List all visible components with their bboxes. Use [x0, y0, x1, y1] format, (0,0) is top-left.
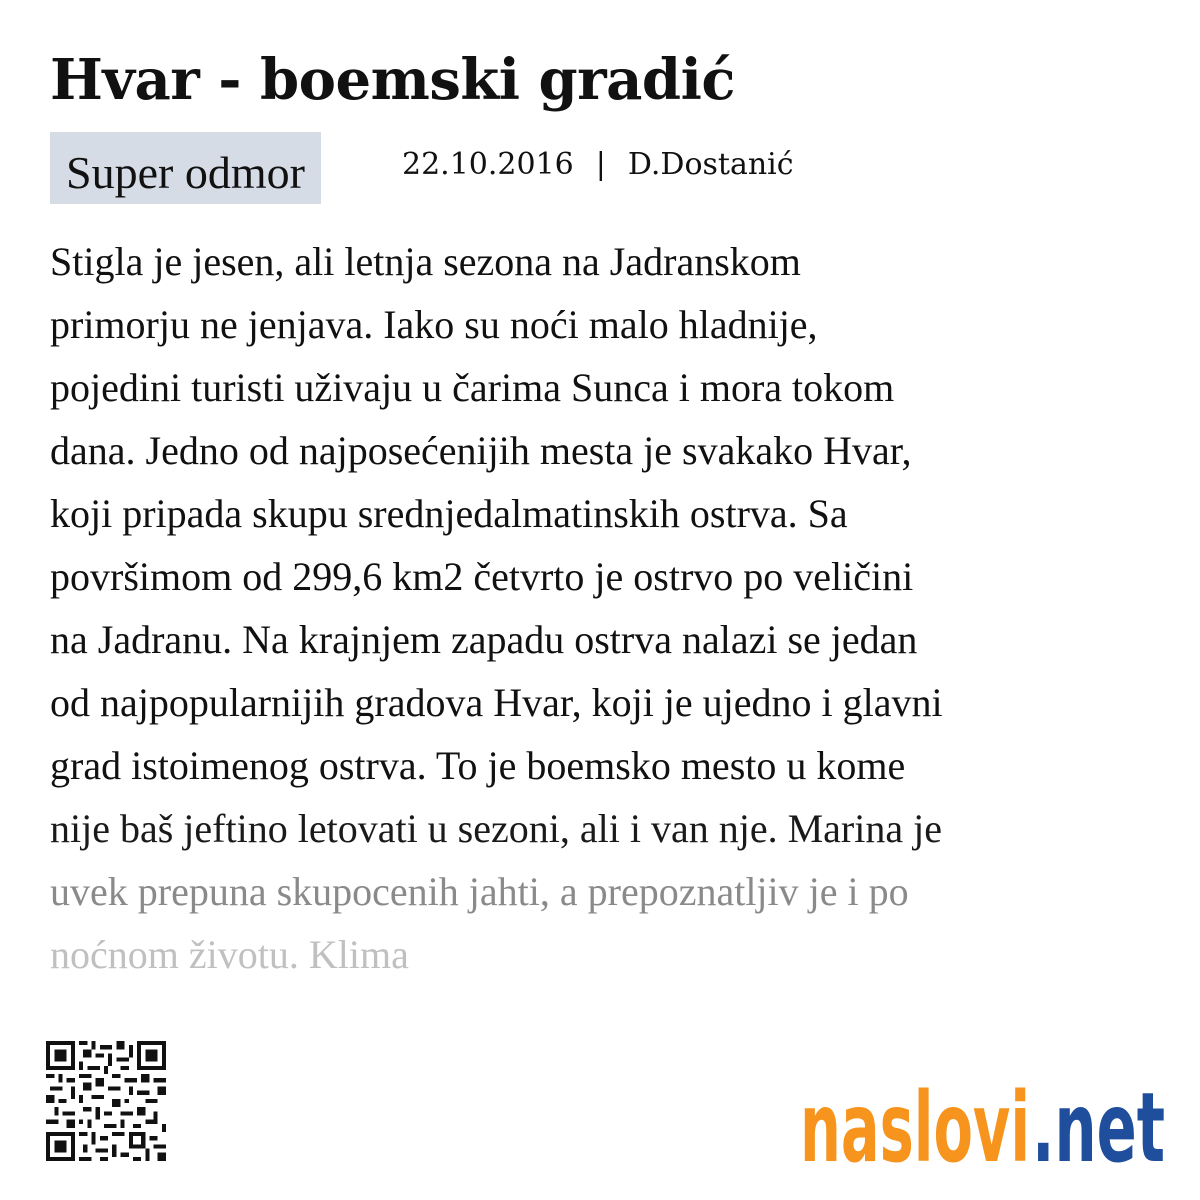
article-body	[50, 230, 1160, 986]
body-line: primorju ne jenjava. Iako su noći malo hladnije,	[50, 302, 818, 347]
meta-separator: |	[595, 147, 606, 182]
article-title: Hvar - boemski gradić	[50, 47, 735, 113]
body-line-faded: noćnom životu. Klima	[50, 932, 409, 977]
body-line: nije baš jeftino letovati u sezoni, ali i van nje. Marina je	[50, 806, 942, 851]
category-badge[interactable]: Super odmor	[50, 132, 321, 204]
qr-code-icon[interactable]	[46, 1038, 166, 1164]
naslovi-net-logo[interactable]	[800, 1048, 1170, 1178]
article-author: D.Dostanić	[627, 147, 794, 182]
body-line: koji pripada skupu srednjedalmatinskih ostrva. Sa	[50, 491, 848, 536]
body-line: Stigla je jesen, ali letnja sezona na Jadranskom	[50, 239, 801, 284]
logo-dotnet: .net	[1032, 1072, 1165, 1178]
logo-naslovi: naslovi	[800, 1072, 1030, 1178]
body-line: na Jadranu. Na krajnjem zapadu ostrva nalazi se jedan	[50, 617, 918, 662]
article-card	[50, 0, 1160, 1200]
body-line: površimom od 299,6 km2 četvrto je ostrvo po veličini	[50, 554, 914, 599]
article-date: 22.10.2016	[402, 147, 574, 182]
body-line: od najpopularnijih gradova Hvar, koji je ujedno i glavni	[50, 680, 943, 725]
body-line: dana. Jedno od najposećenijih mesta je svakako Hvar,	[50, 428, 912, 473]
body-line-faded: uvek prepuna skupocenih jahti, a prepoznatljiv je i po	[50, 869, 909, 914]
article-meta	[402, 140, 794, 190]
body-line: grad istoimenog ostrva. To je boemsko mesto u kome	[50, 743, 906, 788]
body-line: pojedini turisti uživaju u čarima Sunca i mora tokom	[50, 365, 895, 410]
